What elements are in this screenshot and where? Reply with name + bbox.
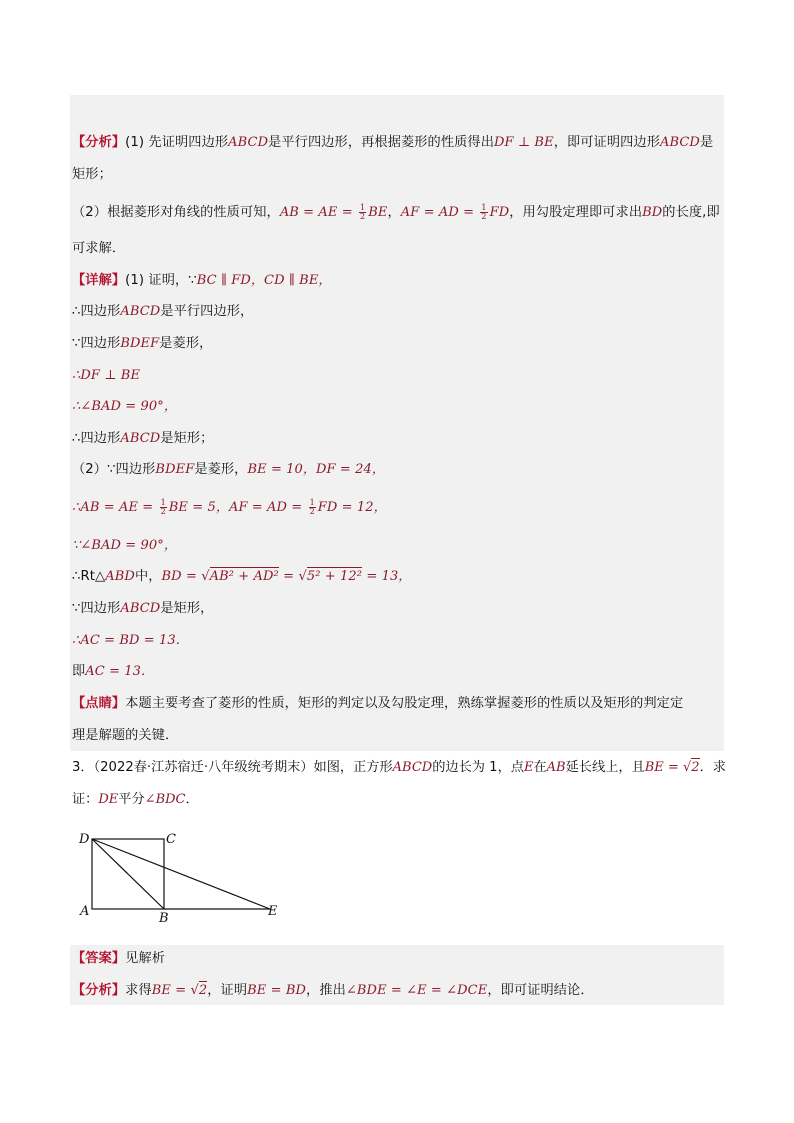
label-a: A (80, 904, 90, 919)
detail-line-10: ∴Rt△ABD中，BD = √AB² + AD² = √5² + 12² = 13， (72, 569, 412, 584)
answer-line: 【答案】见解析 (72, 951, 166, 966)
detail-line-11: ∵四边形ABCD是矩形， (72, 601, 214, 616)
comment-line-2: 理是解题的关键． (72, 728, 179, 743)
solution-background (70, 95, 724, 751)
analysis-line-2: 矩形； (72, 167, 112, 182)
question-line-1: 3．（2022春·江苏宿迁·八年级统考期末）如图，正方形ABCD的边长为 1，点E在AB延长线上，且BE = √2．求 (72, 760, 726, 775)
label-e: E (268, 904, 278, 919)
detail-line-12: ∴AC = BD = 13. (72, 633, 180, 648)
comment-tag: 【点睛】 (72, 696, 126, 711)
detail-line-6: ∴四边形ABCD是矩形； (72, 431, 214, 446)
detail-line-8: ∴AB = AE = $\frac{1}{2}$ BE = 5，AF = AD = $\frac{1}{2}$ FD = 12， (72, 497, 387, 516)
geometry-figure (70, 825, 290, 925)
fraction-half: $\frac{1}{2}$ (360, 202, 366, 221)
segment-de (92, 839, 270, 909)
analysis-tag: 【分析】 (72, 135, 126, 150)
detail-tag: 【详解】 (72, 273, 126, 288)
detail-line-1: 【详解】(1) 证明，∵BC ∥ FD，CD ∥ BE， (72, 273, 332, 288)
label-b: B (159, 911, 169, 925)
detail-line-5: ∴∠BAD = 90°， (72, 399, 177, 414)
answer-tag: 【答案】 (72, 951, 126, 966)
analysis-line-4: 可求解． (72, 241, 126, 256)
label-c: C (166, 832, 176, 847)
analysis2-line: 【分析】求得BE = √2，证明BE = BD，推出∠BDE = ∠E = ∠DCE，即可证明结论． (72, 983, 594, 998)
comment-line-1: 【点睛】本题主要考查了菱形的性质，矩形的判定以及勾股定理，熟练掌握菱形的性质以及矩形的判定定 (72, 696, 684, 711)
detail-line-3: ∵四边形BDEF是菱形， (72, 336, 213, 351)
analysis-line-3: （2）根据菱形对角线的性质可知，AB = AE = $\frac{1}{2}$ BE，AF = AD = $\frac{1}{2}$ FD，用勾股定理即可求出BD的长度,即 (72, 202, 720, 221)
detail-line-4: ∴DF ⊥ BE (72, 368, 141, 383)
detail-line-13: 即AC = 13． (72, 664, 155, 679)
fraction-half: $\frac{1}{2}$ (481, 202, 487, 221)
detail-line-7: （2）∵四边形BDEF是菱形，BE = 10，DF = 24， (72, 462, 385, 477)
fraction-half: $\frac{1}{2}$ (309, 497, 315, 516)
analysis2-tag: 【分析】 (72, 983, 126, 998)
detail-line-2: ∴四边形ABCD是平行四边形， (72, 304, 254, 319)
analysis-line-1: 【分析】(1) 先证明四边形ABCD是平行四边形，再根据菱形的性质得出DF ⊥ BE，即可证明四边形ABCD是 (72, 135, 714, 150)
segment-db (92, 839, 164, 909)
detail-line-9: ∵∠BAD = 90°， (72, 538, 177, 553)
question-line-2: 证：DE平分∠BDC． (72, 792, 199, 807)
label-d: D (79, 832, 90, 847)
fraction-half: $\frac{1}{2}$ (160, 497, 166, 516)
